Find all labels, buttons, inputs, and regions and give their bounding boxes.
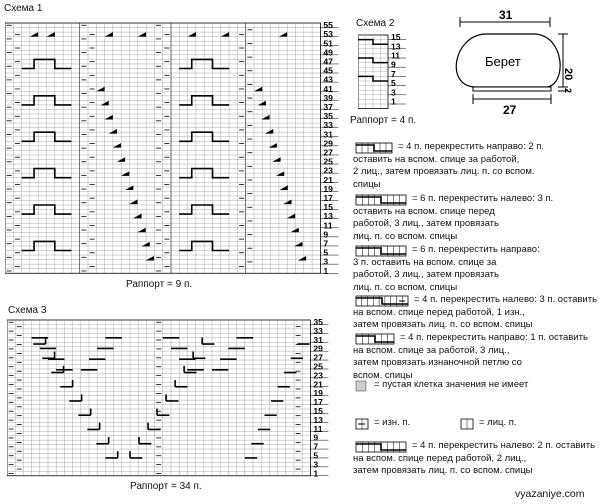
- row-number: 29: [323, 138, 333, 149]
- row-number: 7: [391, 68, 396, 79]
- scheme3-repeat: Раппорт = 34 п.: [130, 481, 202, 492]
- row-number: 9: [313, 432, 319, 443]
- legend-symbol: [355, 142, 393, 154]
- row-number: 25: [313, 361, 323, 372]
- legend-text: [374, 379, 528, 392]
- legend-text: [353, 294, 598, 332]
- row-number: 15: [323, 202, 333, 213]
- row-number: 47: [323, 56, 333, 67]
- row-number: 11: [313, 423, 323, 434]
- row-number: 5: [323, 247, 329, 258]
- top-width: 31: [499, 8, 513, 22]
- row-number: 3: [313, 459, 319, 470]
- row-number: 19: [323, 183, 333, 194]
- row-number: 5: [313, 450, 319, 461]
- row-number: 1: [313, 468, 319, 478]
- legend-text: [353, 440, 596, 478]
- legend-symbol: [355, 333, 395, 345]
- row-number: 21: [323, 174, 333, 185]
- legend-line: на вспом. спице за работой, 3 лиц.,: [353, 344, 510, 356]
- legend-line: вспом. спицы: [353, 369, 413, 381]
- row-number: 53: [323, 29, 333, 40]
- row-number: 45: [323, 65, 333, 76]
- row-number: 13: [391, 41, 401, 52]
- row-number: 41: [323, 83, 333, 94]
- row-number: 9: [323, 229, 329, 240]
- legend-line: работой, 3 лиц., затем провязать: [353, 269, 499, 280]
- beret-diagram: [455, 8, 600, 120]
- legend-text: [374, 417, 410, 430]
- row-number: 7: [313, 441, 319, 452]
- legend-symbol: [355, 441, 407, 453]
- band-value: 2: [563, 88, 573, 94]
- legend-line: работой, 3 лиц., затем провязать: [353, 218, 499, 229]
- site-watermark: vyazaniye.com: [515, 488, 585, 500]
- scheme3-frame: [7, 320, 310, 476]
- row-number: 23: [313, 370, 323, 381]
- row-number: 13: [323, 211, 333, 222]
- scheme1-chart: [5, 18, 353, 280]
- legend-line: затем провязать изнаночной петлю со: [353, 357, 522, 368]
- legend-line: спицы: [353, 178, 381, 190]
- row-number: 15: [313, 406, 323, 417]
- legend-line: затем провязать лиц. п. со вспом. спицы: [353, 465, 533, 476]
- row-number: 15: [391, 33, 401, 43]
- legend-line: = 4 п. перекрестить налево: 2 п. оставить: [412, 440, 596, 451]
- scheme2-chart: [358, 33, 418, 113]
- row-number: 51: [323, 38, 333, 49]
- row-number: 7: [323, 238, 329, 249]
- scheme1-repeat: Раппорт = 9 п.: [126, 279, 193, 290]
- row-number: 21: [313, 379, 323, 390]
- row-number: 49: [323, 47, 333, 58]
- row-number: 35: [323, 111, 333, 122]
- row-number: 31: [313, 334, 323, 345]
- row-number: 27: [313, 352, 323, 363]
- legend-text: [479, 417, 517, 430]
- scheme3-title: Схема 3: [8, 305, 47, 316]
- beret-label: Берет: [485, 54, 521, 69]
- legend-symbol: [355, 245, 407, 257]
- row-number: 25: [323, 156, 333, 167]
- legend-line: = пустая клетка значения не имеет: [374, 379, 529, 390]
- legend-line: оставить на вспом. спице перед: [353, 205, 495, 217]
- row-number: 27: [323, 147, 333, 158]
- legend-line: = изн. п.: [374, 417, 411, 428]
- legend-text: [353, 193, 554, 243]
- legend-line: = 6 п. перекрестить направо:: [412, 244, 540, 255]
- scheme2-repeat: Раппорт = 4 п.: [350, 115, 417, 126]
- legend-line: затем провязать лиц. п. со вспом. спицы: [353, 319, 533, 330]
- beret-band: [473, 87, 551, 91]
- legend-text: [353, 244, 540, 294]
- row-number: 43: [323, 74, 333, 85]
- legend-line: = 4 п. перекрестить направо: 2 п.: [398, 141, 545, 152]
- legend-line: лиц. п. со вспом. спицы: [353, 281, 458, 293]
- row-number: 11: [323, 220, 333, 231]
- legend-line: на вспом. спице перед работой, 2 лиц.,: [353, 452, 527, 464]
- legend-symbol: [460, 418, 474, 430]
- legend-line: = 6 п. перекрестить налево: 3 п.: [412, 193, 554, 204]
- scheme1-title: Схема 1: [4, 3, 43, 14]
- row-number: 13: [313, 414, 323, 425]
- legend-symbol: [355, 194, 407, 206]
- legend-text: [353, 332, 588, 382]
- legend-line: 2 лиц., затем провязать лиц. п. со вспом.: [353, 166, 535, 177]
- row-number: 31: [323, 129, 333, 140]
- legend-line: = лиц. п.: [479, 417, 517, 428]
- row-number: 33: [323, 120, 333, 131]
- row-number: 33: [313, 325, 323, 336]
- legend-line: на вспом. спице перед работой, 1 изн.,: [353, 306, 525, 318]
- row-number: 29: [313, 343, 323, 354]
- legend-line: 3 п. оставить на вспом. спице за: [353, 256, 497, 268]
- row-number: 17: [313, 397, 323, 408]
- row-number: 19: [313, 388, 323, 399]
- legend-line: = 4 п. перекрестить направо: 1 п. оставить: [400, 332, 588, 343]
- scheme3-chart: [7, 318, 352, 478]
- row-number: 9: [391, 59, 396, 70]
- row-number: 3: [391, 87, 396, 98]
- row-number: 23: [323, 165, 333, 176]
- row-number: 1: [391, 96, 396, 107]
- bottom-width: 27: [503, 103, 517, 117]
- legend-line: = 4 п. перекрестить налево: 3 п. оставить: [414, 294, 598, 305]
- row-number: 1: [323, 265, 329, 276]
- row-number: 37: [323, 101, 333, 112]
- row-number: 35: [313, 318, 323, 328]
- row-number: 39: [323, 92, 333, 103]
- row-number: 17: [323, 192, 333, 203]
- height-value: 20: [562, 68, 574, 81]
- row-number: 11: [391, 50, 401, 61]
- legend-symbol: [355, 418, 369, 430]
- row-number: 3: [323, 256, 329, 267]
- legend-line: лиц. п. со вспом. спицы: [353, 230, 458, 242]
- legend-symbol: [355, 295, 409, 307]
- row-number: 5: [391, 78, 396, 89]
- row-number: 55: [323, 20, 333, 31]
- legend-symbol: [355, 380, 369, 392]
- scheme2-title: Схема 2: [356, 18, 395, 29]
- legend-text: [353, 141, 545, 191]
- legend-line: оставить на вспом. спице за работой,: [353, 153, 520, 165]
